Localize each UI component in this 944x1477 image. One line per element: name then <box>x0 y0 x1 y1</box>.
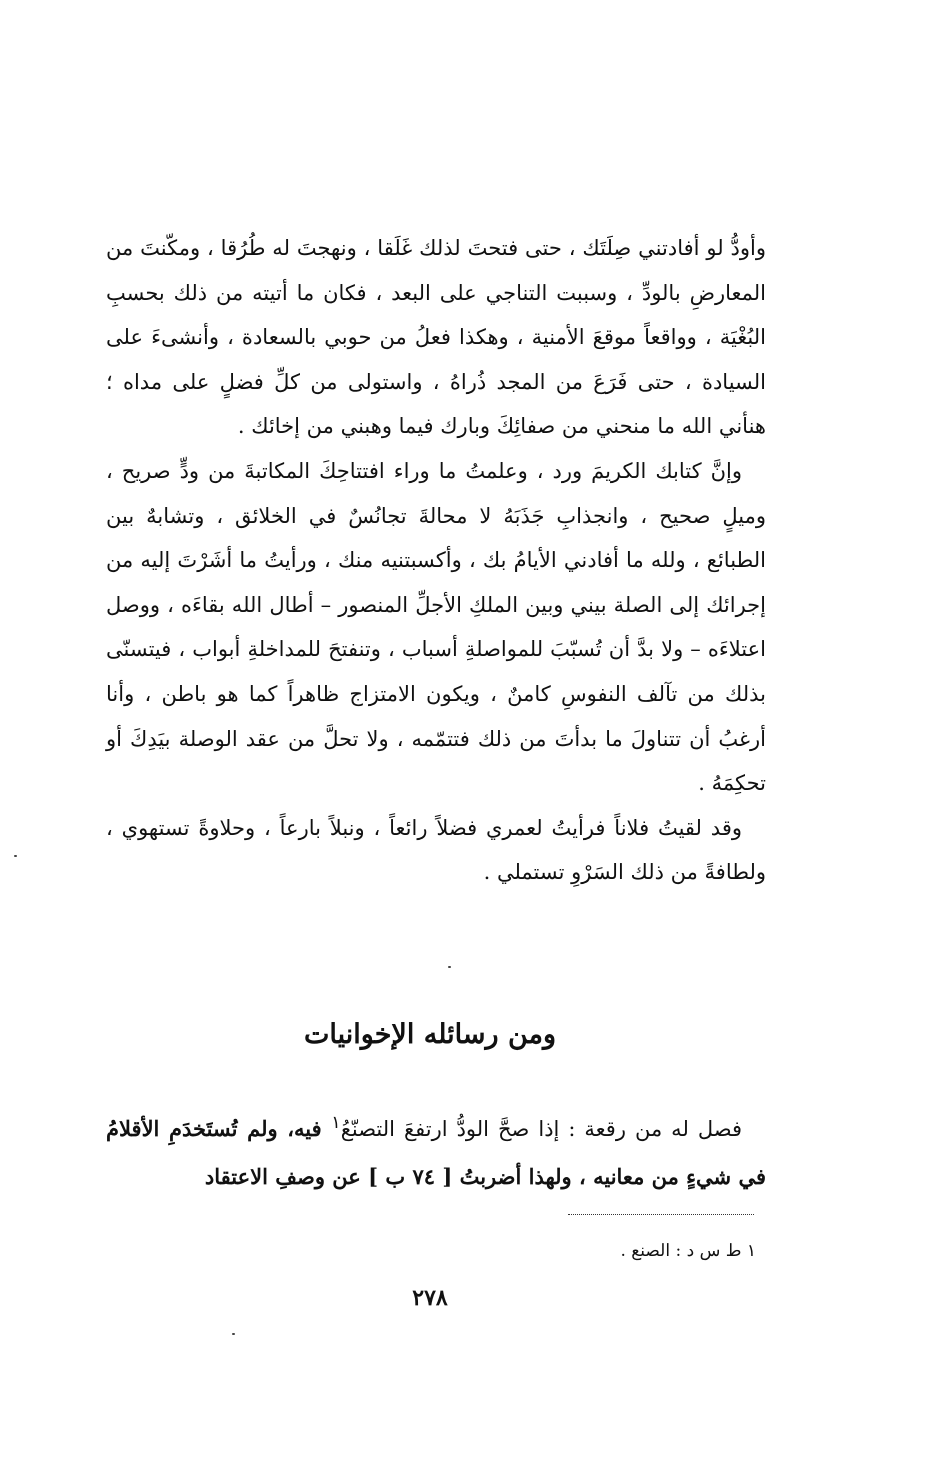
scan-speck <box>232 1333 235 1335</box>
section-paragraph-continued: فيه، ولم تُستَخدَمِ الأقلامُ في شيءٍ من معانيه ، ولهذا أضربتُ [ ٧٤ ب ] عن وصفِ الاعتقاد <box>106 1116 766 1189</box>
paragraph-2: وإنَّ كتابك الكريمَ ورد ، وعلمتُ ما وراء افتتاحِكَ المكاتبةَ من ودٍّ صريح ، وميلٍ صحيح ، وانجذابِ جَذَبَهُ لا محالةَ تجانُسٌ في الخلائق ، وتشابهٌ بين الطبائع ، ولله ما أفادني الأيامُ بك ، وأكسبتنيه منك ، ورأيتُ ما أشَرْتَ إليه من إجرائك إلى الصلة بيني وبين الملكِ الأجلِّ المنصور – أطال الله بقاءَه ، ووصل اعتلاءَه – ولا بدَّ أن تُسبّبَ للمواصلةِ أسباب ، وتنفتحَ للمداخلةِ أبواب ، فيتسنّى بذلك من تآلف النفوسِ كامنٌ ، ويكون الامتزاج ظاهراً كما هو باطن ، وأنا أرغبُ أن تتناولَ ما بدأتَ من ذلك فتتمّمه ، ولا تحلَّ من عقد الوصلة بيَدِكَ أو تحكِمَهُ . <box>106 458 766 796</box>
footnote: ١ ط س د : الصنع . <box>620 1241 756 1261</box>
footnote-reference: ١ <box>331 1113 341 1133</box>
section-heading: ومن رسائله الإخوانيات <box>303 1019 557 1050</box>
paragraph-3: وقد لقيتُ فلاناً فرأيتُ لعمري فضلاً رائعاً ، ونبلاً بارعاً ، وحلاوةً تستهوي ، ولطافةً من ذلك السَرْوِ تستملي . <box>106 815 766 885</box>
section-paragraph-start: فصل له من رقعة : إذا صحَّ الودُّ ارتفعَ التصنّعُ <box>340 1117 742 1141</box>
scan-speck <box>448 966 451 968</box>
body-text <box>106 226 766 895</box>
footnote-divider <box>568 1214 754 1215</box>
scan-speck <box>14 855 17 857</box>
section-text <box>106 1100 766 1201</box>
section-paragraph <box>106 1100 766 1201</box>
paragraph-1: وأودُّ لو أفادتني صِلَتَك ، حتى فتحتَ لذلك غَلَقا ، ونهجتَ له طُرُقا ، ومكّنتَ من المعارضِ بالودِّ ، وسببت التناجي على البعد ، فكان ما أتيته من ذلك بحسبِ البُغْيَة ، وواقعاً موقعَ الأمنية ، وهكذا فعلُ من حوبي بالسعادة ، وأنشىءَ على السيادة ، حتى فَرَعَ من المجد ذُراهُ ، واستولى من كلِّ فضلٍ على مداه ؛ هنأني الله ما منحني من صفائِكَ وبارك فيما وهبني من إخائك . <box>106 236 766 439</box>
page-number: ٢٧٨ <box>412 1285 448 1311</box>
